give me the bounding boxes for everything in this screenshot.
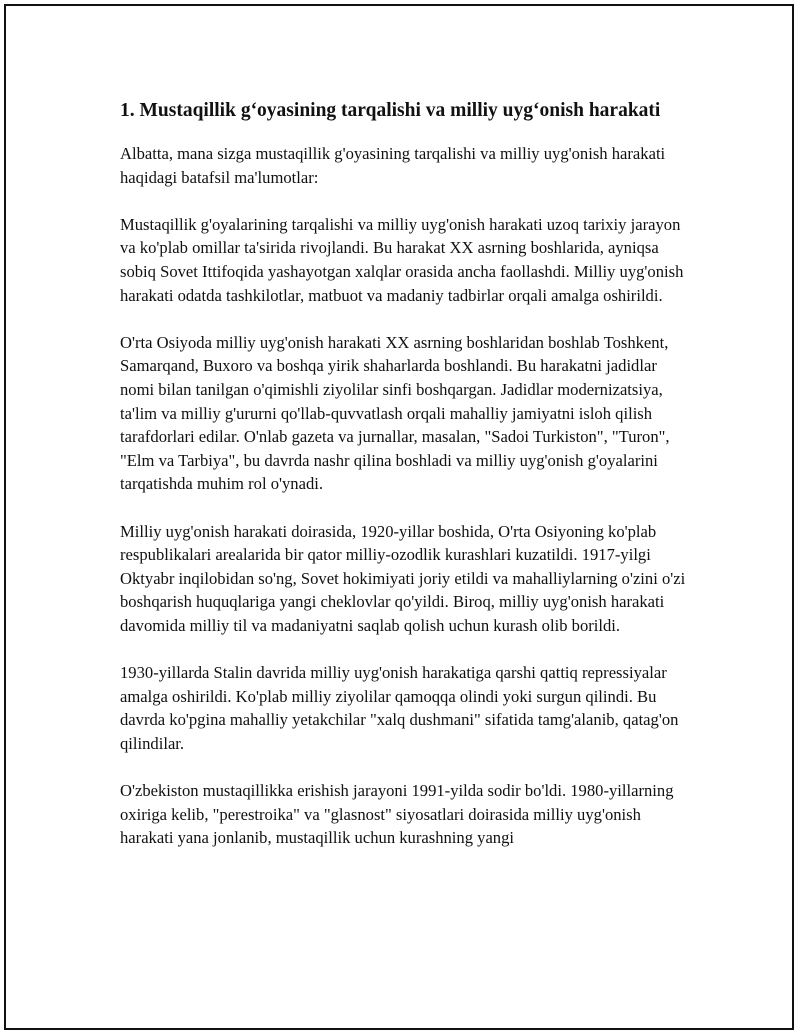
paragraph: O'rta Osiyoda milliy uyg'onish harakati XX asrning boshlaridan boshlab Toshkent, Samarqand, Buxoro va boshqa yirik shaharlarda boshlandi. Bu harakatni jadidlar nomi bilan tanilgan o'qimishli ziyolilar sinfi boshqargan. Jadidlar modernizatsiya, ta'lim va milliy g'ururni qo'llab-quvvatlash orqali mahalliy jamiyatni isloh qilish tarafdorlari edilar. O'nlab gazeta va jurnallar, masalan, "Sadoi Turkiston", "Turon", "Elm va Tarbiya", bu davrda nashr qilina boshladi va milliy uyg'onish g'oyalarini tarqatishda muhim rol o'ynadi. — [120, 332, 670, 494]
paragraph-intro: Albatta, mana sizga mustaqillik g'oyasining tarqalishi va milliy uyg'onish harakati haqidagi batafsil ma'lumotlar: — [120, 144, 666, 187]
section-heading: 1. Mustaqillik g‘oyasining tarqalishi va milliy uyg‘onish harakati — [120, 100, 661, 121]
paragraph: 1930-yillarda Stalin davrida milliy uyg'onish harakatiga qarshi qattiq repressiyalar amalga oshirildi. Ko'plab milliy ziyolilar qamoqqa olindi yoki surgun qilindi. Bu davrda ko'pgina mahalliy yetakchilar "xalq dushmani" sifatida tamg'alanib, qatag'on qilindilar. — [120, 663, 679, 753]
paragraph: Milliy uyg'onish harakati doirasida, 1920-yillar boshida, O'rta Osiyoning ko'plab respublikalari arealarida bir qator milliy-ozodlik kurashlari kuzatildi. 1917-yilgi Oktyabr inqilobidan so'ng, Sovet hokimiyati joriy etildi va mahalliylarning o'zini o'zi boshqarish huquqlariga yangi cheklovlar qo'yildi. Biroq, milliy uyg'onish harakati davomida milliy til va madaniyatni saqlab qolish uchun kurash olib borildi. — [120, 521, 686, 635]
document-body — [120, 98, 692, 873]
paragraph: O'zbekiston mustaqillikka erishish jarayoni 1991-yilda sodir bo'ldi. 1980-yillarning oxiriga kelib, "perestroika" va "glasnost" siyosatlari doirasida milliy uyg'onish harakati yana jonlanib, mustaqillik uchun kurashning yangi — [120, 781, 674, 848]
document-page — [4, 4, 794, 1030]
paragraph: Mustaqillik g'oyalarining tarqalishi va milliy uyg'onish harakati uzoq tarixiy jarayon va ko'plab omillar ta'sirida rivojlandi. Bu harakat XX asrning boshlarida, ayniqsa sobiq Sovet Ittifoqida yashayotgan xalqlar orasida ancha faollashdi. Milliy uyg'onish harakati odatda tashkilotlar, matbuot va madaniy tadbirlar orqali amalga oshirildi. — [120, 214, 684, 305]
